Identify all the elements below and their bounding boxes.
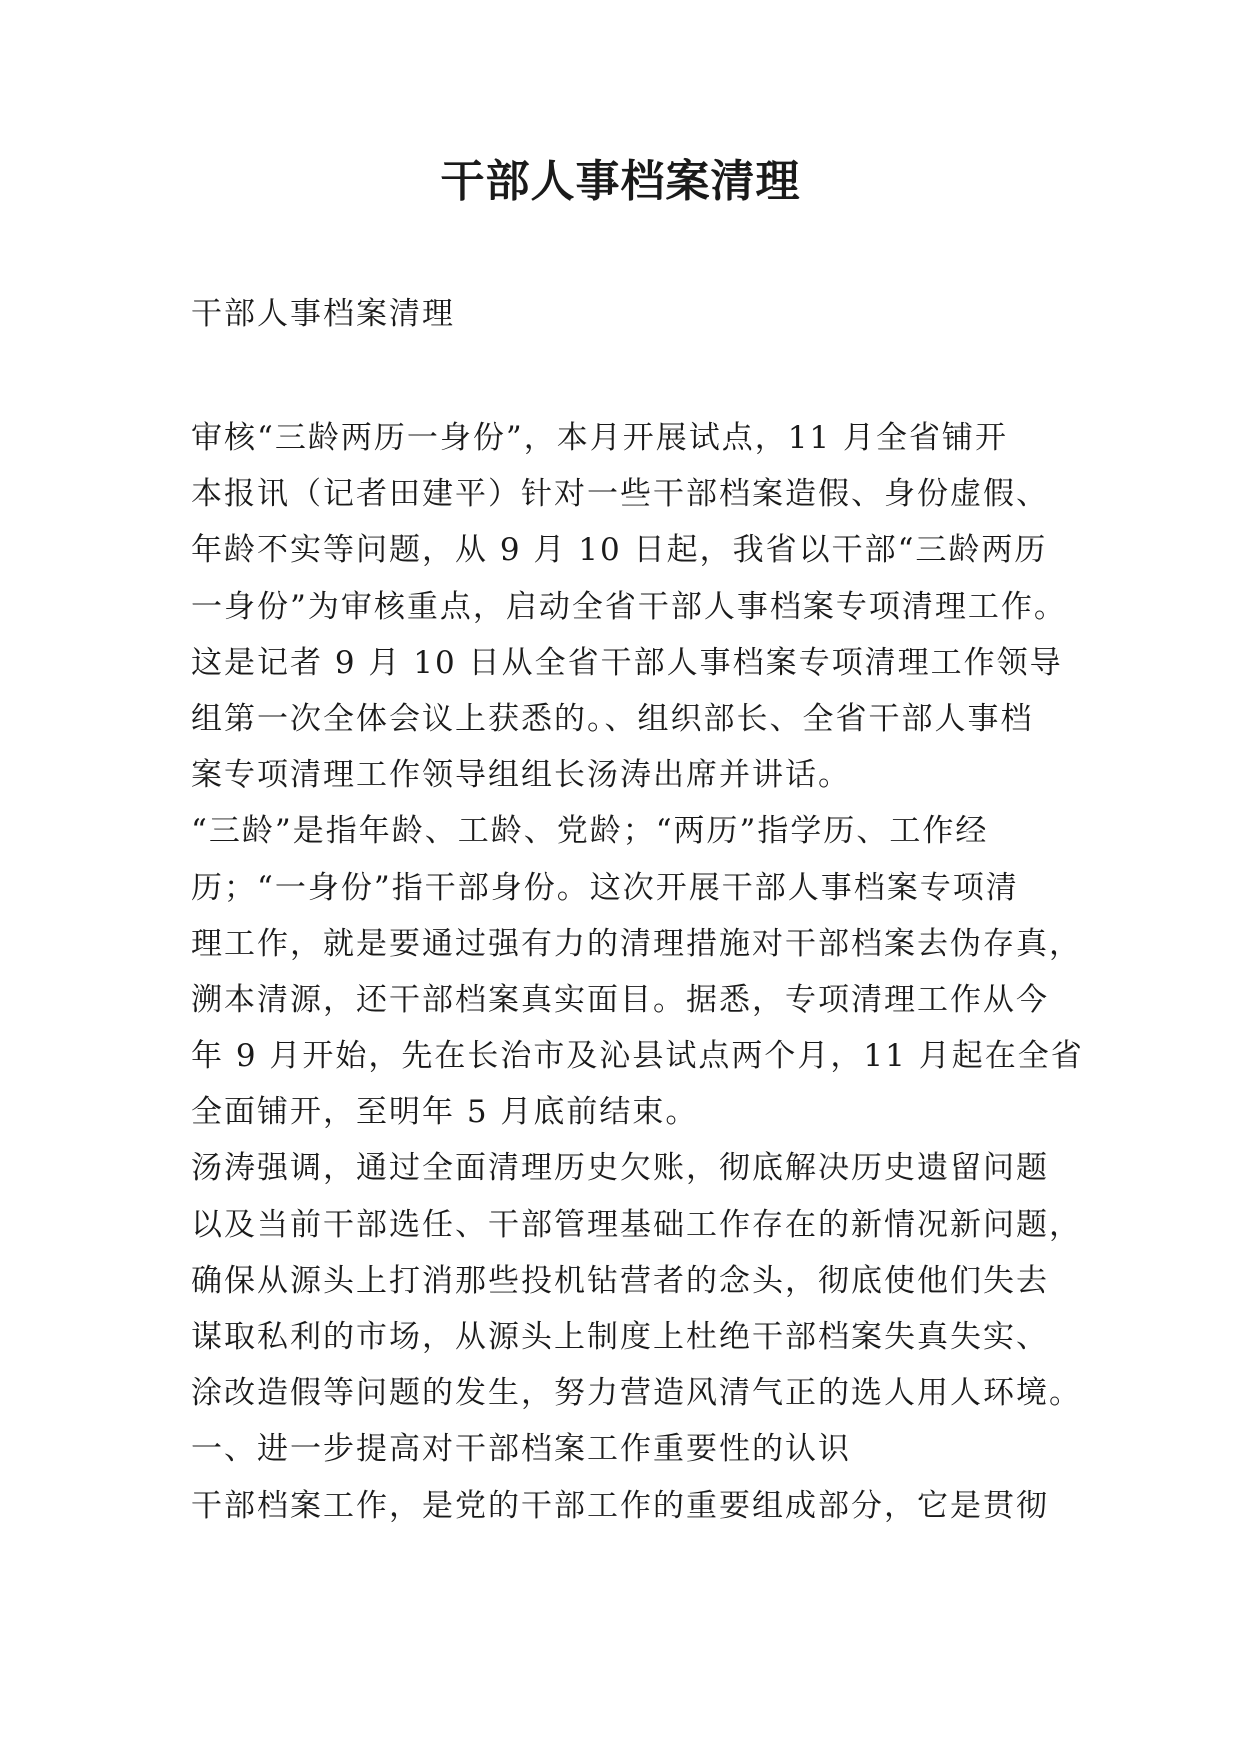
document-title: 干部人事档案清理 xyxy=(440,156,801,207)
body-line: 一身份”为审核重点，启动全省干部人事档案专项清理工作。 xyxy=(191,588,1067,625)
body-line: 这是记者 9 月 10 日从全省干部人事档案专项清理工作领导 xyxy=(191,644,1063,681)
document-subtitle: 干部人事档案清理 xyxy=(191,296,455,332)
section-heading: 一、进一步提高对干部档案工作重要性的认识 xyxy=(191,1431,851,1468)
body-line: 案专项清理工作领导组组长汤涛出席并讲话。 xyxy=(191,757,851,794)
body-line: 全面铺开，至明年 5 月底前结束。 xyxy=(191,1094,699,1131)
document-body xyxy=(191,410,1084,1534)
body-line: 确保从源头上打消那些投机钻营者的念头，彻底使他们失去 xyxy=(191,1262,1049,1299)
body-line: 审核“三龄两历一身份”，本月开展试点，11 月全省铺开 xyxy=(191,420,1008,456)
body-line: 本报讯（记者田建平）针对一些干部档案造假、身份虚假、 xyxy=(191,476,1049,513)
body-line: “三龄”是指年龄、工龄、党龄；“两历”指学历、工作经 xyxy=(191,813,989,850)
body-line: 以及当前干部选任、干部管理基础工作存在的新情况新问题， xyxy=(191,1206,1082,1243)
body-line: 年 9 月开始，先在长治市及沁县试点两个月，11 月起在全省 xyxy=(191,1038,1084,1075)
body-line: 涂改造假等问题的发生，努力营造风清气正的选人用人环境。 xyxy=(191,1375,1082,1412)
body-line: 谋取私利的市场，从源头上制度上杜绝干部档案失真失实、 xyxy=(191,1319,1049,1355)
body-line: 汤涛强调，通过全面清理历史欠账，彻底解决历史遗留问题 xyxy=(191,1150,1049,1187)
body-line: 干部档案工作，是党的干部工作的重要组成部分，它是贯彻 xyxy=(191,1487,1049,1524)
body-line: 理工作，就是要通过强有力的清理措施对干部档案去伪存真， xyxy=(191,925,1082,962)
body-line: 溯本清源，还干部档案真实面目。据悉，专项清理工作从今 xyxy=(191,981,1049,1018)
body-line: 组第一次全体会议上获悉的。、组织部长、全省干部人事档 xyxy=(191,700,1034,737)
body-line: 历；“一身份”指干部身份。这次开展干部人事档案专项清 xyxy=(191,869,1019,906)
body-line: 年龄不实等问题，从 9 月 10 日起，我省以干部“三龄两历 xyxy=(191,532,1048,569)
